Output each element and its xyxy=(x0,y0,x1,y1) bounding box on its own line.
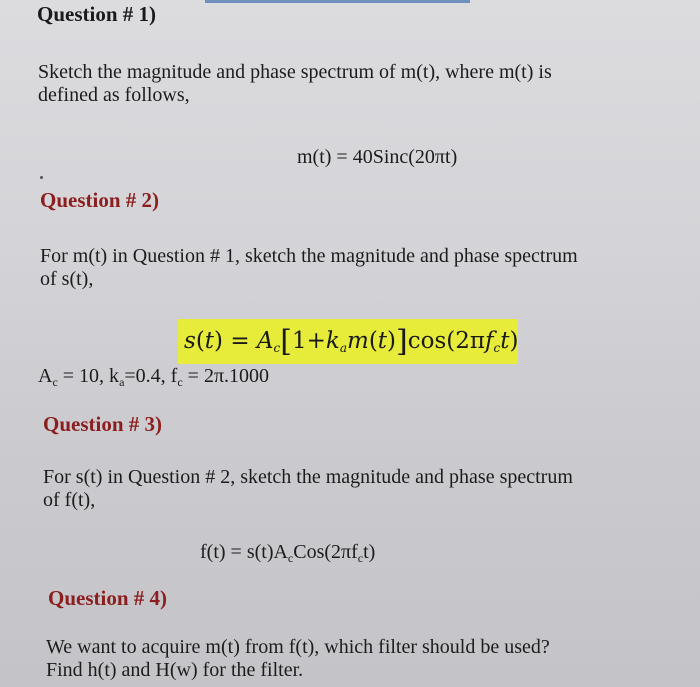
question-3-heading: Question # 3) xyxy=(43,412,163,436)
question-1-heading: Question # 1) xyxy=(37,2,157,26)
question-1-equation: m(t) = 40Sinc(20πt) xyxy=(297,146,458,168)
eq-f-subscript: c xyxy=(493,341,501,355)
top-edge-strip xyxy=(205,0,470,3)
question-4-line-1: We want to acquire m(t) from f(t), which filter should be used? xyxy=(46,636,550,658)
eq-two-pi: 2π xyxy=(455,328,486,354)
question-1-line-2: defined as follows, xyxy=(38,84,190,106)
question-2-text xyxy=(40,245,578,291)
question-4-line-2: Find h(t) and H(w) for the filter. xyxy=(46,659,304,681)
eq-t-symbol: t xyxy=(204,328,215,354)
eq-s-symbol: s xyxy=(184,328,196,354)
eq-k-subscript: a xyxy=(339,341,347,355)
eq-one-plus: 1+ xyxy=(292,328,326,354)
question-3-line-1: For s(t) in Question # 2, sketch the magnitude and phase spectrum xyxy=(43,466,573,488)
stray-dot xyxy=(40,176,43,179)
eq-k-symbol: k xyxy=(325,328,340,354)
question-1-line-1: Sketch the magnitude and phase spectrum of m(t), where m(t) is xyxy=(38,61,552,83)
question-2-line-2: of s(t), xyxy=(40,268,94,290)
question-2-heading: Question # 2) xyxy=(40,188,160,212)
eq-A-symbol: A xyxy=(256,328,274,354)
question-2-parameters: $A_c = 10$, $k_a=0.4$, $f_c = 2\pi.1000$ xyxy=(38,365,270,389)
question-4-text xyxy=(46,636,550,682)
eq-m-symbol: m xyxy=(347,328,369,354)
question-1-text xyxy=(38,61,552,107)
question-3-equation: $f(t) = s(t)A_cCos(2\pi f_ct)$ xyxy=(200,541,376,565)
question-2-equation: $s(t) = A_c[1+k_am(t)]\cos(2\pi f_ct)$ xyxy=(184,324,519,359)
question-3-line-2: of f(t), xyxy=(43,489,96,511)
eq-f-symbol: f xyxy=(485,328,494,354)
eq-t-symbol-3: t xyxy=(500,328,510,354)
eq-cos: cos xyxy=(407,328,447,354)
question-2-line-1: For m(t) in Question # 1, sketch the magnitude and phase spectrum xyxy=(40,245,578,267)
question-4-heading: Question # 4) xyxy=(48,586,168,610)
eq-A-subscript: c xyxy=(273,341,281,355)
question-3-text xyxy=(43,466,573,512)
eq-t-symbol-2: t xyxy=(377,328,388,354)
